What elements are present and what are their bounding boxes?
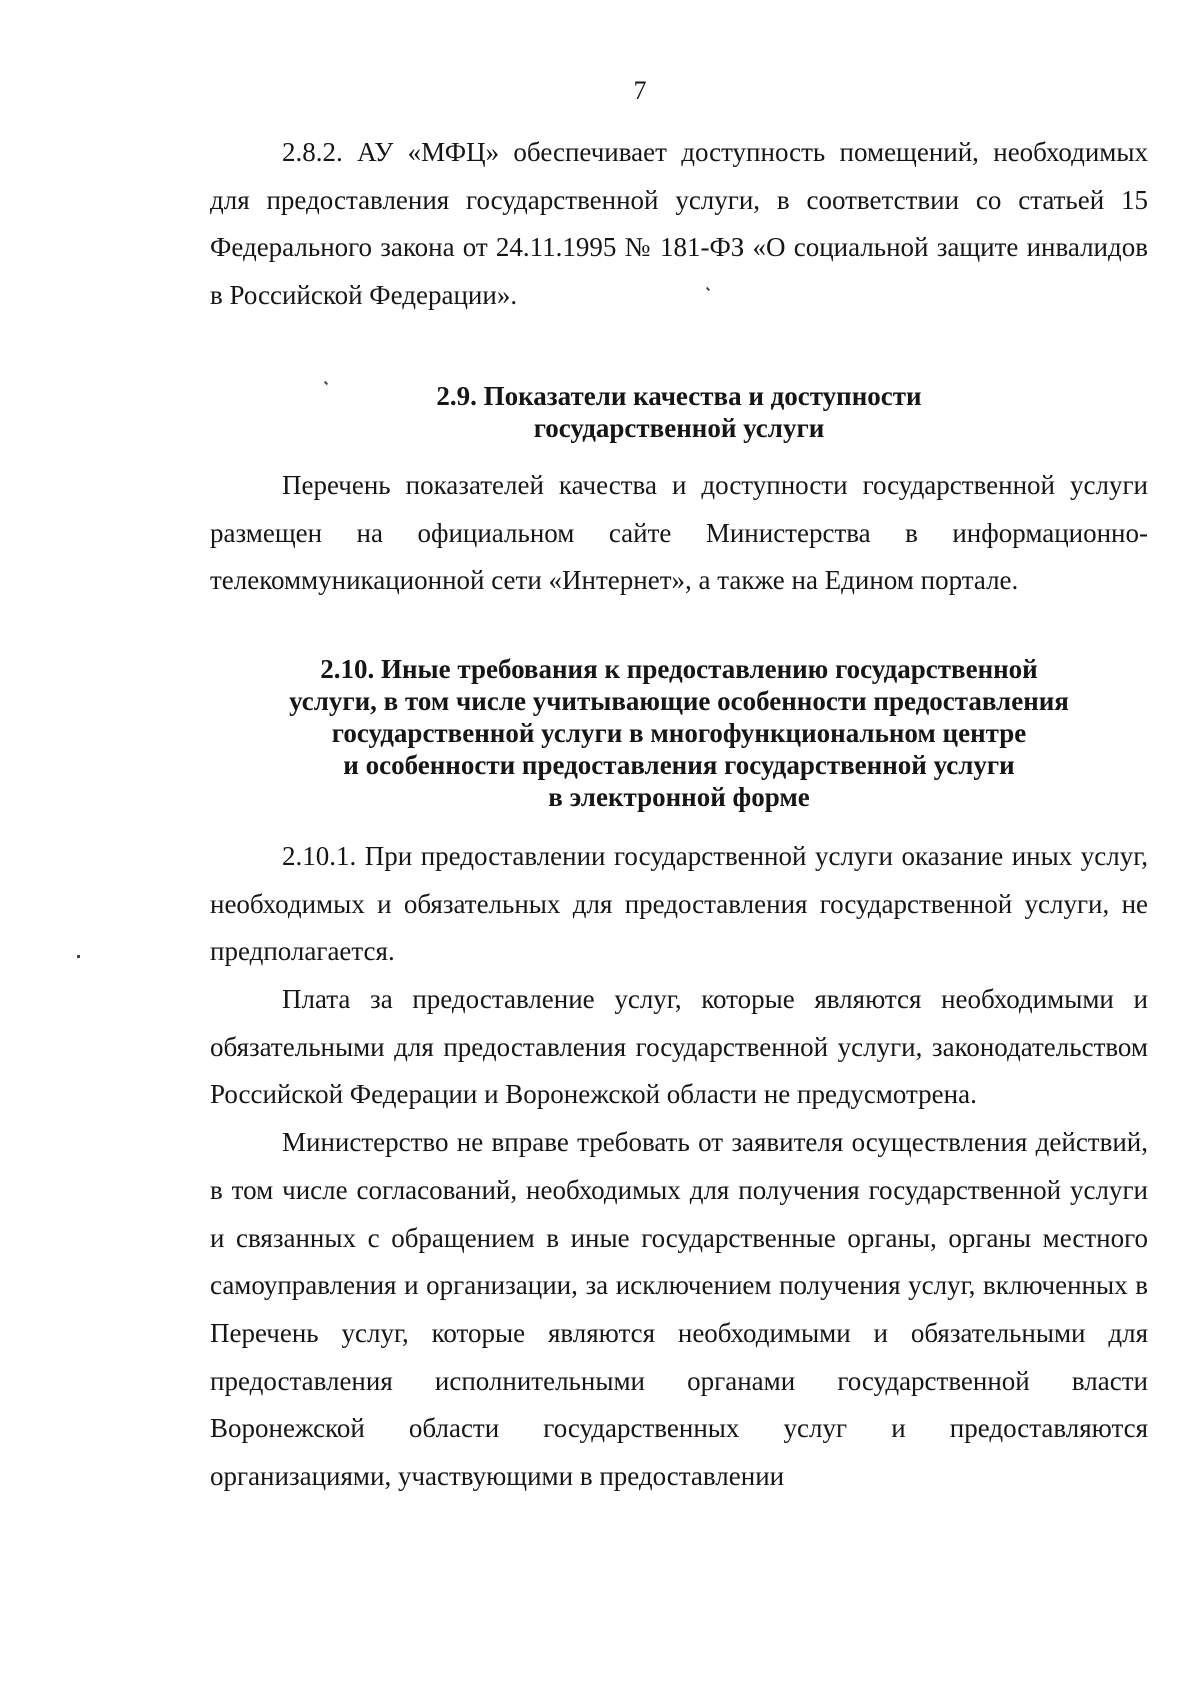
heading-line: государственной услуги в многофункциональном центре (331, 717, 1027, 748)
paragraph-ministry: Министерство не вправе требовать от заявителя осуществления действий, в том числе согласований, необходимых для получения государственной услуги и связанных с обращением в иные государственные органы, органы местного самоуправления и организации, за исключением получения услуг, включенных в Перечень услуг, которые являются необходимыми и обязательными для предоставления исполнительными органами государственной власти Воронежской области государственных услуг и предоставляются организациями, участвующими в предоставлении (210, 1127, 1148, 1492)
heading-line: и особенности предоставления государственной услуги (343, 749, 1015, 780)
paragraph-2-8-2: 2.8.2. АУ «МФЦ» обеспечивает доступность помещений, необходимых для предоставления государственной услуги, в соответствии со статьей 15 Федерального закона от 24.11.1995 № 181-ФЗ «О социальной защите инвалидов в Российской Федерации». (210, 137, 1148, 311)
scan-speck (77, 955, 80, 958)
heading-line: государственной услуги (533, 412, 825, 443)
page-number: 7 (633, 76, 647, 105)
document-body (210, 129, 1148, 1501)
heading-line: 2.10. Иные требования к предоставлению государственной (320, 653, 1038, 684)
section-heading-2-9 (210, 380, 1148, 444)
paragraph-2-9: Перечень показателей качества и доступности государственной услуги размещен на официальном сайте Министерства в информационно-телекоммуникационной сети «Интернет», а также на Едином портале. (210, 469, 1148, 596)
heading-line: услуги, в том числе учитывающие особенности предоставления (289, 685, 1069, 716)
paragraph-fee: Плата за предоставление услуг, которые являются необходимыми и обязательными для предоставления государственной услуги, законодательством Российской Федерации и Воронежской области не предусмотрена. (210, 984, 1148, 1110)
heading-line: 2.9. Показатели качества и доступности (436, 380, 922, 411)
paragraph-2-10-1: 2.10.1. При предоставлении государственной услуги оказание иных услуг, необходимых и обязательных для предоставления государственной услуги, не предполагается. (210, 840, 1148, 967)
section-heading-2-10 (210, 653, 1148, 813)
heading-line: в электронной форме (548, 781, 810, 812)
